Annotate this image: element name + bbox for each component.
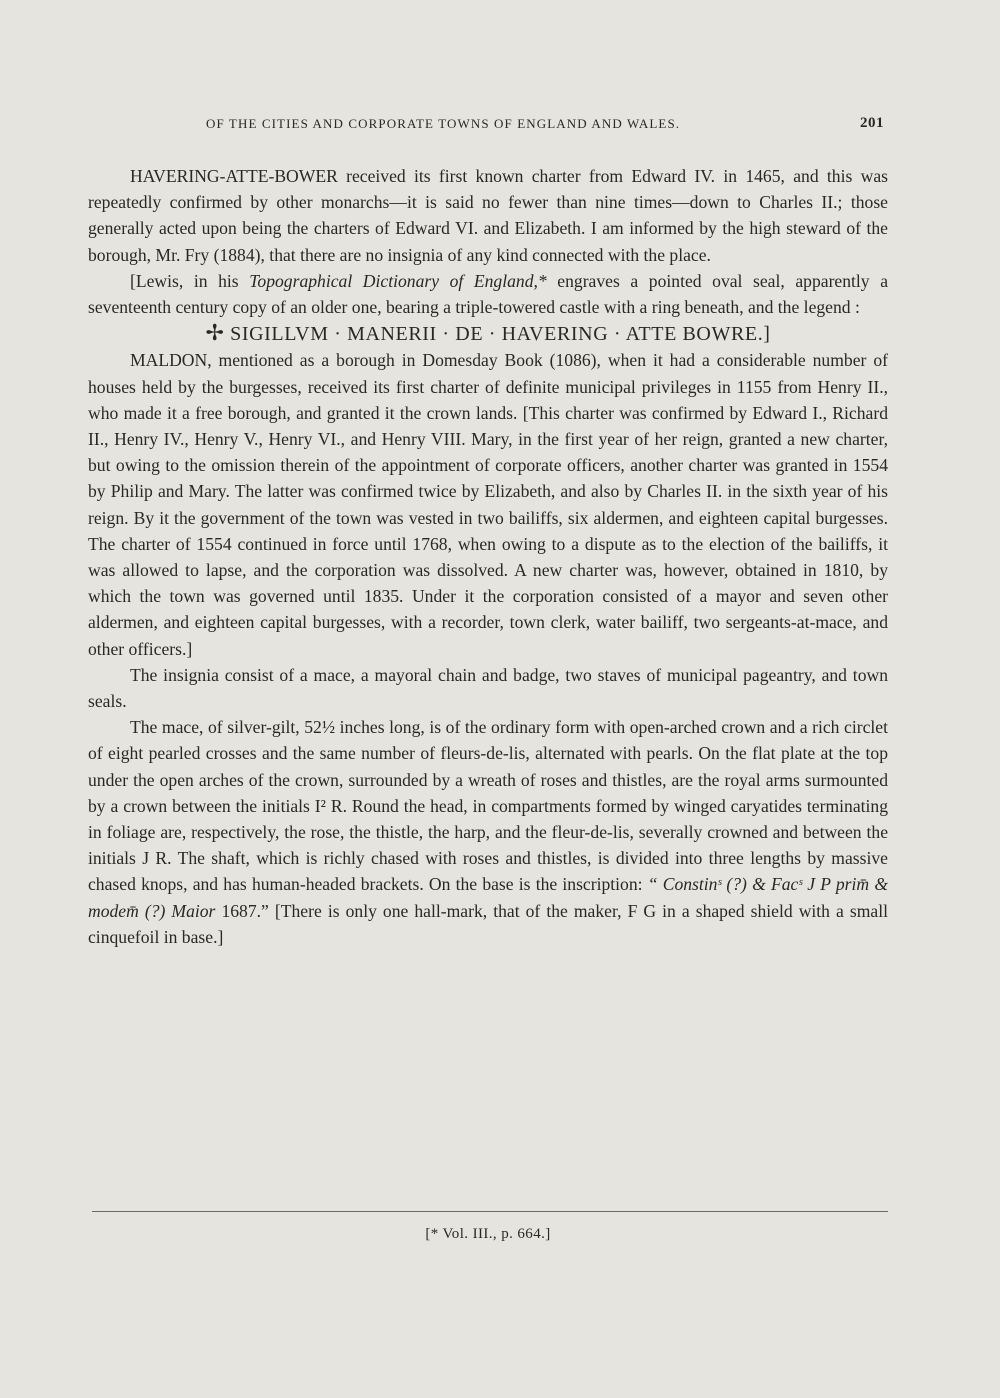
- seal-legend: [88, 320, 888, 347]
- inscription-year: 1687.”: [215, 900, 269, 921]
- lewis-book-title: Topographical Dictionary of England,*: [249, 270, 547, 291]
- footnote-divider: [92, 1211, 888, 1212]
- paragraph-havering: HAVERING-ATTE-BOWER received its first known charter from Edward IV. in 1465, and this was repeatedly confirmed by other monarchs—it is said no fewer than nine times—down to Charles II.; those generally acted upon being the charters of Edward VI. and Elizabeth. I am informed by the high steward of the borough, Mr. Fry (1884), that there are no insignia of any kind connected with the place.: [88, 166, 888, 265]
- mace-text: The mace, of silver-gilt, 52½ inches long, is of the ordinary form with open-arched crown and a rich circlet of eight pearled crosses and the same number of fleurs-de-lis, alternated with pearls. On the flat plate at the top under the open arches of the crown, surrounded by a wreath of roses and thistles, are the royal arms surmounted by a crown between the initials I² R. Round the head, in compartments formed by winged caryatides terminating in foliage are, respectively, the rose, the thistle, the harp, and the fleur-de-lis, severally crowned and between the initials J R. The shaft, which is richly chased with roses and thistles, is divided into three lengths by massive chased knops, and has human-headed brackets. On the base is the inscription:: [88, 717, 888, 895]
- page-number: 201: [860, 115, 884, 131]
- mace-inscription: “ Constinˢ (?) & Facˢ J P prim̄ & modem̄ (?) Maior: [88, 874, 889, 921]
- cross-icon: ✢: [205, 320, 225, 346]
- paragraph-maldon: MALDON, mentioned as a borough in Domesday Book (1086), when it had a considerable number of houses held by the burgesses, received its first charter of definite municipal privileges in 1155 from Henry II., who made it a free borough, and granted it the crown lands. [This charter was confirmed by Edward I., Richard II., Henry IV., Henry V., Henry VI., and Henry VIII. Mary, in the first year of her reign, granted a new charter, but owing to the omission therein of the appointment of corporate officers, another charter was granted in 1554 by Philip and Mary. The latter was confirmed twice by Elizabeth, and also by Charles II. in the sixth year of his reign. By it the government of the town was vested in two bailiffs, six aldermen, and eighteen capital burgesses. The charter of 1554 continued in force until 1768, when owing to a dispute as to the election of the bailiffs, it was allowed to lapse, and the corporation was dissolved. A new charter was, however, obtained in 1810, by which the town was governed until 1835. Under it the corporation consisted of a mayor and seven other aldermen, and eighteen capital burgesses, with a recorder, town clerk, water bailiff, two sergeants-at-mace, and other officers.]: [88, 350, 888, 659]
- footnote: [* Vol. III., p. 664.]: [425, 1226, 551, 1242]
- seal-legend-text: SIGILLVM · MANERII · DE · HAVERING · ATTE BOWRE.]: [230, 323, 771, 346]
- paragraph-lewis: [88, 268, 888, 320]
- paragraph-mace: [88, 714, 888, 950]
- lewis-text-start: [Lewis, in his: [130, 270, 250, 291]
- lewis-text-rest: engraves a pointed oval seal, apparently a seventeenth century copy of an older one, bearing a triple-towered castle with a ring beneath, and the legend :: [88, 270, 889, 318]
- body-text: [88, 163, 888, 950]
- running-title: OF THE CITIES AND CORPORATE TOWNS OF ENGLAND AND WALES.: [206, 116, 681, 131]
- paragraph-insignia: The insignia consist of a mace, a mayoral chain and badge, two staves of municipal pageantry, and town seals.: [88, 664, 888, 712]
- mace-text-end: [There is only one hall-mark, that of the maker, F G in a shaped shield with a small cinquefoil in base.]: [88, 900, 888, 947]
